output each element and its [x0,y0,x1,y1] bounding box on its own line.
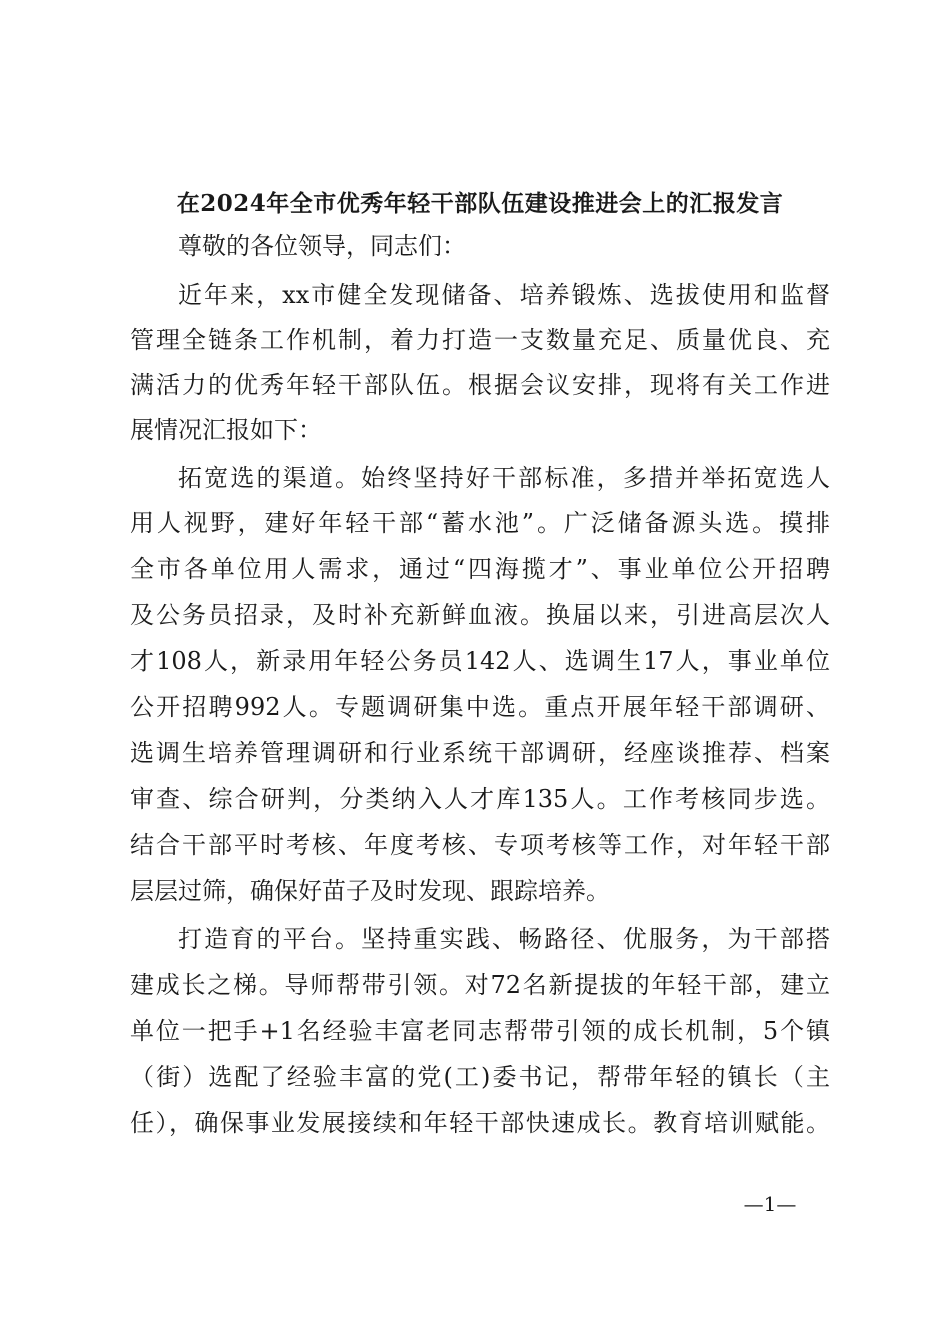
paragraph-2-line-8: 审查、综合研判，分类纳入人才库135人。工作考核同步选。 [130,785,830,813]
paragraph-2-line-9: 结合干部平时考核、年度考核、专项考核等工作，对年轻干部 [130,831,830,859]
paragraph-2-line-6: 公开招聘992人。专题调研集中选。重点开展年轻干部调研、 [130,693,830,721]
paragraph-3-line-4: （街）选配了经验丰富的党(工)委书记，帮带年轻的镇长（主 [130,1063,830,1091]
paragraph-1-line-4: 展情况汇报如下： [130,416,322,444]
paragraph-3-line-1: 打造育的平台。坚持重实践、畅路径、优服务，为干部搭 [178,925,830,953]
paragraph-2-line-4: 及公务员招录，及时补充新鲜血液。换届以来，引进高层次人 [130,601,830,629]
paragraph-1-line-3: 满活力的优秀年轻干部队伍。根据会议安排，现将有关工作进 [130,371,830,399]
paragraph-3-line-3: 单位一把手+1名经验丰富老同志帮带引领的成长机制，5个镇 [130,1017,830,1045]
salutation: 尊敬的各位领导，同志们： [178,232,466,260]
paragraph-2-line-2: 用人视野，建好年轻干部“蓄水池”。广泛储备源头选。摸排 [130,509,830,537]
document-title: 在2024年全市优秀年轻干部队伍建设推进会上的汇报发言 [176,190,784,217]
paragraph-2-line-1: 拓宽选的渠道。始终坚持好干部标准，多措并举拓宽选人 [178,464,830,492]
paragraph-3-line-2: 建成长之梯。导师帮带引领。对72名新提拔的年轻干部，建立 [130,971,830,999]
page-number: —1— [743,1192,797,1216]
paragraph-2-line-7: 选调生培养管理调研和行业系统干部调研，经座谈推荐、档案 [130,739,830,767]
paragraph-1-line-2: 管理全链条工作机制，着力打造一支数量充足、质量优良、充 [130,326,830,354]
paragraph-1-line-1: 近年来，xx市健全发现储备、培养锻炼、选拔使用和监督 [178,281,830,309]
paragraph-2-line-5: 才108人，新录用年轻公务员142人、选调生17人，事业单位 [130,647,830,675]
paragraph-2-line-10: 层层过筛，确保好苗子及时发现、跟踪培养。 [130,877,610,905]
paragraph-2-line-3: 全市各单位用人需求，通过“四海揽才”、事业单位公开招聘 [130,555,830,583]
paragraph-3-line-5: 任），确保事业发展接续和年轻干部快速成长。教育培训赋能。 [130,1109,830,1137]
